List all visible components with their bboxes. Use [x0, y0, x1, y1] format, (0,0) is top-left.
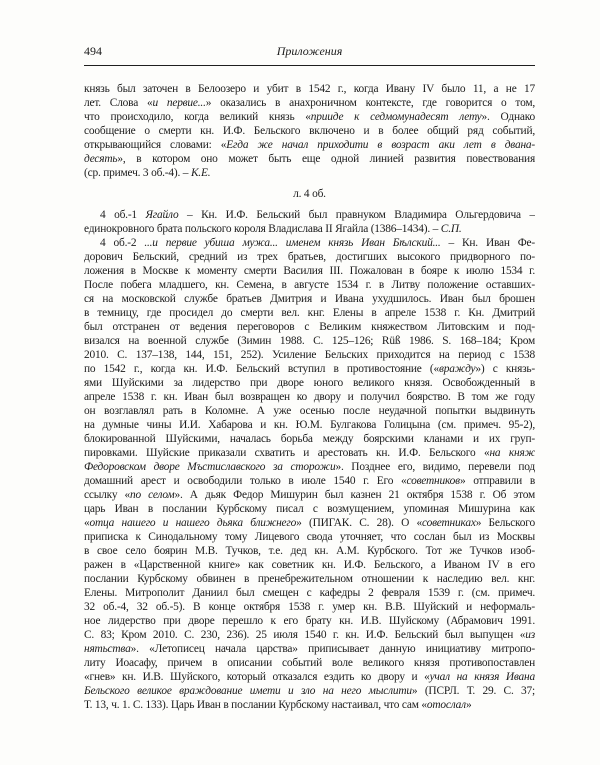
text-run: ложения в Москве к моменту смерти Василия III. Пожалован в бояре к июлю 1534 г. — [84, 265, 535, 277]
quoted-source-text: С.П. — [440, 223, 462, 235]
quoted-source-text: десять — [84, 153, 118, 165]
text-line — [84, 187, 535, 201]
text-line — [84, 516, 535, 530]
text-line — [84, 376, 535, 390]
text-line — [84, 362, 535, 376]
text-line — [84, 502, 535, 516]
text-run: ») с князь- — [475, 363, 535, 375]
text-line — [84, 460, 535, 474]
text-line — [84, 698, 535, 712]
text-line — [84, 292, 535, 306]
text-run: послании Курбскому обвинен в пренебрежительном отношении к наследию вел. кнг. — [84, 573, 535, 585]
running-header — [84, 44, 535, 60]
page-number: 494 — [84, 44, 102, 58]
text-run: открывающийся словами: « — [84, 139, 227, 151]
text-line — [84, 250, 535, 264]
text-line — [84, 488, 535, 502]
text-run: дорович Бельский, средний из трех братьев, достигших высокого придворного по- — [84, 251, 535, 263]
text-line — [84, 390, 535, 404]
text-line — [84, 278, 535, 292]
text-run: визался на военной службе (Зимин 1988. С. 125–126; Rüß 1986. S. 168–184; Кром — [84, 335, 535, 347]
body-text — [84, 82, 535, 712]
quoted-source-text: учал на князя Ивана — [429, 671, 535, 683]
text-line — [84, 642, 535, 656]
quoted-source-text: прииде к седмомунадесят лету — [310, 111, 482, 123]
text-run: ражен в «Царственной книге» как советник кн. И.Ф. Бельского, а Иваном IV в его — [84, 559, 535, 571]
quoted-source-text: советниках — [422, 517, 476, 529]
running-title: Приложения — [276, 44, 343, 58]
text-line — [84, 586, 535, 600]
text-line — [84, 558, 535, 572]
text-run: по 1542 г., когда кн. И.Ф. Бельский вступил в противостояние (« — [84, 363, 439, 375]
text-run: был отстранен от ведения переговоров с Великим княжеством Литовским и под- — [84, 321, 535, 333]
text-line — [84, 572, 535, 586]
text-line — [84, 656, 535, 670]
quoted-source-text: советников — [406, 475, 460, 487]
quoted-source-text: ...и первие убиша мужа... именем князь Иван Бѣлский... — [144, 237, 441, 249]
text-run: ». «Летописец начала царства» приписывает данную инициативу митропо- — [130, 643, 535, 655]
text-run: » (ПСРЛ. Т. 29. С. 37; — [411, 685, 535, 697]
header-rule — [84, 65, 535, 66]
text-run: сообщение о смерти кн. И.Ф. Бельского включено и в более общий ряд событий, — [84, 125, 535, 137]
text-line — [84, 432, 535, 446]
note-4ob-2 — [84, 236, 535, 712]
text-run: » отправили в — [459, 475, 535, 487]
text-run: ». Однако — [481, 111, 535, 123]
text-line — [84, 166, 535, 180]
text-line — [84, 446, 535, 460]
text-run: лет. Слова « — [84, 97, 153, 109]
quoted-source-text: вражду — [438, 363, 476, 375]
text-run: После побега младшего, кн. Семена, в августе 1534 г. в Литву положение оставших- — [84, 279, 535, 291]
text-line — [84, 110, 535, 124]
text-run: домашний арест и освободили только в июле 1540 г. Его « — [84, 475, 407, 487]
text-run: в темницу, где просидел до смерти вел. кнг. Елены в апреле 1538 г. Кн. Дмитрий — [84, 307, 535, 319]
text-line — [84, 474, 535, 488]
quoted-source-text: К.Е. — [190, 167, 211, 179]
text-run: «гнев» кн. И.В. Шуйского, который отказался ездить ко двору и « — [84, 671, 430, 683]
text-run: « — [84, 517, 90, 529]
text-line — [84, 334, 535, 348]
text-line — [84, 614, 535, 628]
quoted-source-text: Бельского великое враждование имети и зло на него мыслити — [84, 685, 412, 697]
text-run: что происходило, когда великий князь « — [84, 111, 311, 123]
text-run: ное лидерство при дворе перешло к его брату кн. И.В. Шуйскому (Абрамович 1991. — [84, 615, 535, 627]
text-line — [84, 530, 535, 544]
text-line — [84, 600, 535, 614]
text-line — [84, 628, 535, 642]
text-line — [84, 222, 535, 236]
text-run: блокированной Шуйскими, началась борьба между боярскими кланами и их груп- — [84, 433, 535, 445]
text-line — [84, 138, 535, 152]
text-run: царь Иван в послании Курбскому писал с возмущением, упоминая Мишурина как — [84, 503, 535, 515]
text-run: апреле 1538 г. кн. Иван был возвращен ко двору и получил боярство. В том же году — [84, 391, 535, 403]
text-run: Елены. Митрополит Даниил был смещен с кафедры 2 февраля 1539 г. (см. примеч. — [84, 587, 535, 599]
text-run: ями Шуйскими за лидерство при дворе юного великого князя. Освобожденный в — [84, 377, 535, 389]
text-line — [84, 670, 535, 684]
text-line — [84, 684, 535, 698]
quoted-source-text: по селом — [130, 489, 175, 501]
text-run: он возглавлял рать в Коломне. А уже осенью после неудачной попытки выдвинуть — [84, 405, 535, 417]
text-run: » (ПИГАК. С. 28). О « — [296, 517, 422, 529]
text-line — [84, 320, 535, 334]
quoted-source-text: Егда же начал приходити в возраст аки лет в двана- — [226, 139, 535, 151]
text-run: ». Позднее его, видимо, перевели под — [335, 461, 535, 473]
text-run: (ср. примеч. 3 об.-4). – — [84, 167, 191, 179]
text-run: на думные чины И.И. Хабарова и кн. Ю.М. Булгакова Голицына (см. примеч. 95-2), — [84, 419, 535, 431]
text-run: в свое село боярин М.В. Тучков, т.е. дед кн. А.М. Курбского. Тот же Тучков изоб- — [84, 545, 535, 557]
quoted-source-text: отослал — [426, 699, 466, 711]
text-run: » Бельского — [475, 517, 535, 529]
note-4ob-1 — [84, 208, 535, 236]
text-run: л. 4 об. — [293, 188, 326, 200]
text-line — [84, 82, 535, 96]
folio-heading — [84, 187, 535, 201]
text-line — [84, 96, 535, 110]
text-run: » оказались в анахроничном контексте, где говорится о том, — [205, 97, 535, 109]
text-line — [84, 124, 535, 138]
text-run: – Кн. Иван Фе- — [440, 237, 535, 249]
note-continuation — [84, 82, 535, 180]
text-run: приписка к Синодальному тому Лицевого свода уточняет, что сослан был из Москвы — [84, 531, 535, 543]
text-run: С. 83; Кром 2010. С. 230, 236). 25 июля 1540 г. кн. И.Ф. Бельский был выпущен « — [84, 629, 526, 641]
text-line — [84, 152, 535, 166]
quoted-source-text: из — [525, 629, 535, 641]
text-run: ». А дьяк Федор Мишурин был казнен 21 октября 1538 г. Об этом — [174, 489, 535, 501]
text-run: ся на московской службе братьев Дмитрия и Ивана ухудшилось. Иван был брошен — [84, 293, 535, 305]
text-run: литу Иоасафу, причем в описании событий воле великого князя противопоставлен — [84, 657, 535, 669]
text-run: 2010. С. 137–138, 144, 151, 252). Усиление Бельских приходится на период с 1538 — [84, 349, 535, 361]
text-line — [84, 544, 535, 558]
text-run: », в котором оно может быть еще одной линией развития повествования — [117, 153, 535, 165]
text-line — [84, 208, 535, 222]
text-line — [84, 306, 535, 320]
text-run: Т. 13, ч. 1. С. 133). Царь Иван в послании Курбскому настаивал, что сам « — [84, 699, 427, 711]
quoted-source-text: и первие... — [152, 97, 206, 109]
text-run: 4 об.-2 — [100, 237, 145, 249]
quoted-source-text: на княж — [489, 447, 535, 459]
text-run: 4 об.-1 — [100, 209, 146, 221]
text-run: пировками. Шуйские приказали схватить и арестовать кн. И.Ф. Бельского « — [84, 447, 490, 459]
quoted-source-text: Федоровском дворе Мъстиславского за сторожи — [84, 461, 336, 473]
text-run: 32 об.-4, 32 об.-5). В конце октября 1538 г. умер кн. В.В. Шуйский и неформаль- — [84, 601, 535, 613]
text-run: князь был заточен в Белоозеро и убит в 1542 г., когда Ивану IV было 11, а не 17 — [84, 83, 535, 95]
text-run: » — [465, 699, 472, 711]
text-run: ссылку « — [84, 489, 130, 501]
text-line — [84, 236, 535, 250]
text-line — [84, 418, 535, 432]
quoted-source-text: Ягайло — [145, 209, 179, 221]
text-run: единокровного брата польского короля Владислава II Ягайла (1386–1434). – — [84, 223, 441, 235]
quoted-source-text: нятьства — [84, 643, 131, 655]
text-line — [84, 348, 535, 362]
text-run: – Кн. И.Ф. Бельский был правнуком Владимира Ольгердовича – — [178, 209, 535, 221]
text-line — [84, 264, 535, 278]
text-line — [84, 404, 535, 418]
quoted-source-text: отца нашего и нашего дьяка ближнего — [89, 517, 297, 529]
